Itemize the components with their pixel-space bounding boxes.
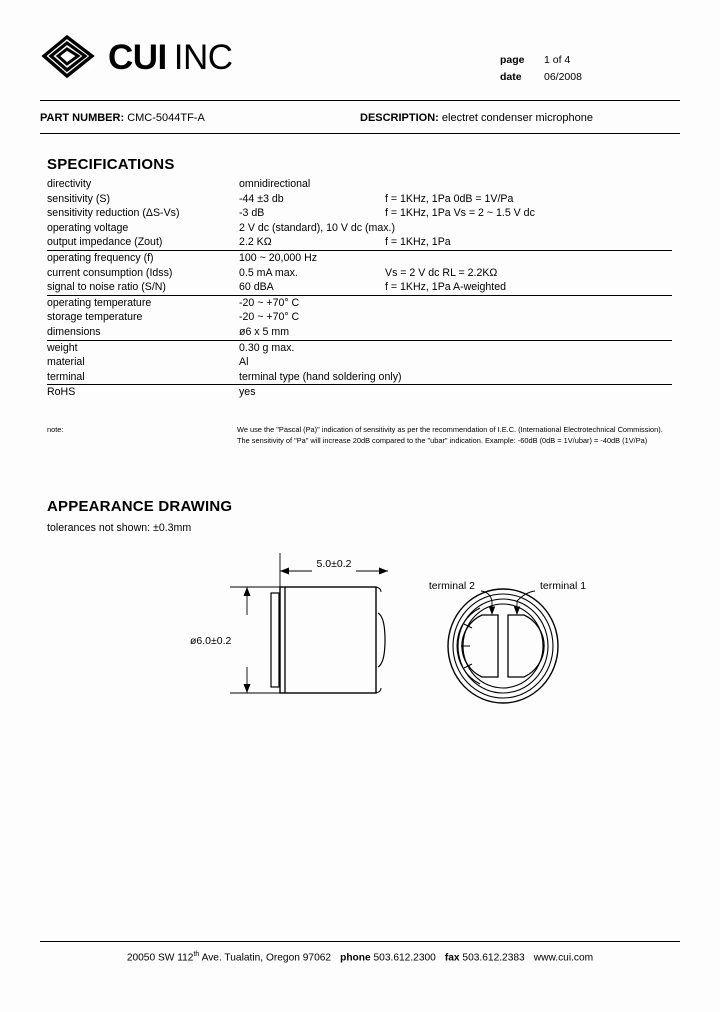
part-number-block — [40, 112, 205, 124]
spec-value: 2 V dc (standard), 10 V dc (max.) — [239, 221, 396, 234]
appearance-heading: APPEARANCE DRAWING — [47, 498, 233, 515]
phone-value: 503.612.2300 — [373, 952, 436, 964]
spec-parameter: sensitivity reduction (ΔS-Vs) — [47, 207, 180, 220]
spec-condition — [385, 310, 672, 325]
spec-value: 2.2 KΩ — [239, 235, 385, 250]
footer-address-rest: Ave. Tualatin, Oregon 97062 — [199, 952, 332, 964]
spec-parameter: operating voltage — [47, 221, 129, 234]
logo-wordmark — [108, 37, 233, 77]
spec-row — [47, 355, 672, 370]
terminal-1-label: terminal 1 — [540, 580, 587, 592]
fax-value: 503.612.2383 — [462, 952, 525, 964]
spec-value: 60 dBA — [239, 280, 385, 295]
specifications-heading: SPECIFICATIONS — [47, 156, 175, 173]
spec-parameter: weight — [47, 341, 78, 354]
spec-row — [47, 310, 672, 325]
note-label: note: — [47, 425, 64, 434]
spec-row — [47, 385, 672, 400]
spec-value: -44 ±3 db — [239, 192, 284, 205]
phone-label: phone — [340, 952, 371, 964]
logo-cui-text: CUI — [108, 37, 167, 77]
spec-parameter: material — [47, 356, 85, 369]
spec-condition: f = 1KHz, 1Pa 0dB = 1V/Pa — [385, 192, 514, 205]
spec-row — [47, 177, 672, 192]
page-footer — [40, 951, 680, 963]
spec-value: 0.5 mA max. — [239, 266, 298, 279]
spec-condition: f = 1KHz, 1Pa — [385, 235, 672, 250]
spec-row — [47, 235, 672, 250]
part-divider — [40, 133, 680, 134]
spec-value: ø6 x 5 mm — [239, 325, 385, 340]
part-number-value: CMC-5044TF-A — [127, 112, 205, 124]
spec-row — [47, 266, 672, 281]
description-block — [360, 112, 593, 124]
spec-condition — [385, 340, 672, 355]
spec-condition — [385, 370, 672, 385]
spec-row — [47, 340, 672, 355]
spec-parameter: current consumption (Idss) — [47, 266, 173, 279]
spec-row — [47, 192, 672, 207]
footer-address-ordinal: th — [193, 951, 200, 958]
specifications-table — [47, 177, 672, 400]
nested-diamond-logo-icon — [40, 34, 96, 80]
date-row — [500, 71, 680, 83]
spec-parameter: operating frequency (f) — [47, 251, 154, 264]
company-logo — [40, 34, 233, 80]
spec-value: terminal type (hand soldering only) — [239, 370, 385, 385]
spec-row — [47, 221, 672, 236]
header-meta — [500, 54, 680, 88]
spec-row — [47, 280, 672, 295]
spec-value: -3 dB — [239, 207, 265, 220]
spec-value: -20 ~ +70° C — [239, 296, 300, 309]
front-view-drawing — [448, 589, 558, 703]
part-info-line — [40, 112, 680, 128]
side-view-drawing — [230, 553, 388, 693]
spec-value: omnidirectional — [239, 178, 311, 190]
page-value: 1 of 4 — [544, 54, 571, 66]
spec-condition: Vs = 2 V dc RL = 2.2KΩ — [385, 266, 498, 279]
website-link[interactable]: www.cui.com — [533, 952, 594, 964]
spec-parameter: operating temperature — [47, 296, 152, 309]
description-value: electret condenser microphone — [441, 112, 593, 124]
spec-parameter: dimensions — [47, 325, 239, 340]
spec-value: yes — [239, 386, 256, 399]
spec-parameter: directivity — [47, 178, 92, 190]
spec-parameter: output impedance (Zout) — [47, 235, 239, 250]
spec-row — [47, 295, 672, 310]
spec-condition — [385, 385, 672, 400]
spec-condition: f = 1KHz, 1Pa A-weighted — [385, 280, 672, 295]
spec-parameter: signal to noise ratio (S/N) — [47, 280, 239, 295]
appearance-drawing — [40, 545, 680, 725]
description-label: DESCRIPTION: — [360, 112, 439, 124]
date-value: 06/2008 — [544, 71, 582, 83]
footer-address: 20050 SW 112 — [126, 952, 194, 964]
spec-row — [47, 206, 672, 221]
spec-parameter: terminal — [47, 370, 239, 385]
spec-condition: f = 1KHz, 1Pa Vs = 2 ~ 1.5 V dc — [385, 207, 535, 220]
spec-parameter: storage temperature — [47, 311, 143, 324]
part-number-label: PART NUMBER: — [40, 112, 125, 124]
spec-value: 0.30 g max. — [239, 341, 295, 354]
spec-value: -20 ~ +70° C — [239, 311, 300, 324]
spec-condition — [385, 177, 672, 192]
spec-parameter: sensitivity (S) — [47, 192, 110, 205]
spec-row — [47, 325, 672, 340]
terminal-2-label: terminal 2 — [428, 580, 475, 592]
spec-row — [47, 250, 672, 265]
spec-condition — [385, 221, 672, 236]
page-label: page — [500, 54, 525, 66]
spec-condition — [385, 355, 672, 370]
logo-inc-text: INC — [173, 37, 233, 77]
spec-parameter: RoHS — [47, 386, 76, 399]
footer-divider — [40, 941, 680, 942]
spec-condition — [385, 250, 672, 265]
spec-condition — [385, 295, 672, 310]
side-view-width-dimension: 5.0±0.2 — [316, 558, 352, 570]
date-label: date — [500, 71, 522, 83]
header-divider — [40, 100, 680, 101]
fax-label: fax — [444, 952, 460, 964]
spec-condition — [385, 325, 672, 340]
page-number-row — [500, 54, 680, 66]
tolerance-note: tolerances not shown: ±0.3mm — [47, 522, 192, 534]
page-header — [40, 34, 680, 96]
note-text: We use the "Pascal (Pa)" indication of sensitivity as per the recommendation of I.E.C. (International Electrotechnical Commission). The sensitivity of "Pa" will increase 20dB compared to the "ubar" indication. Example: -60dB (0dB = 1V/ubar) = -40dB (1V/Pa) — [237, 425, 663, 445]
spec-value: Al — [239, 356, 249, 369]
spec-value: 100 ~ 20,000 Hz — [239, 251, 318, 264]
spec-row — [47, 370, 672, 385]
side-view-diameter-dimension: ø6.0±0.2 — [190, 635, 232, 647]
